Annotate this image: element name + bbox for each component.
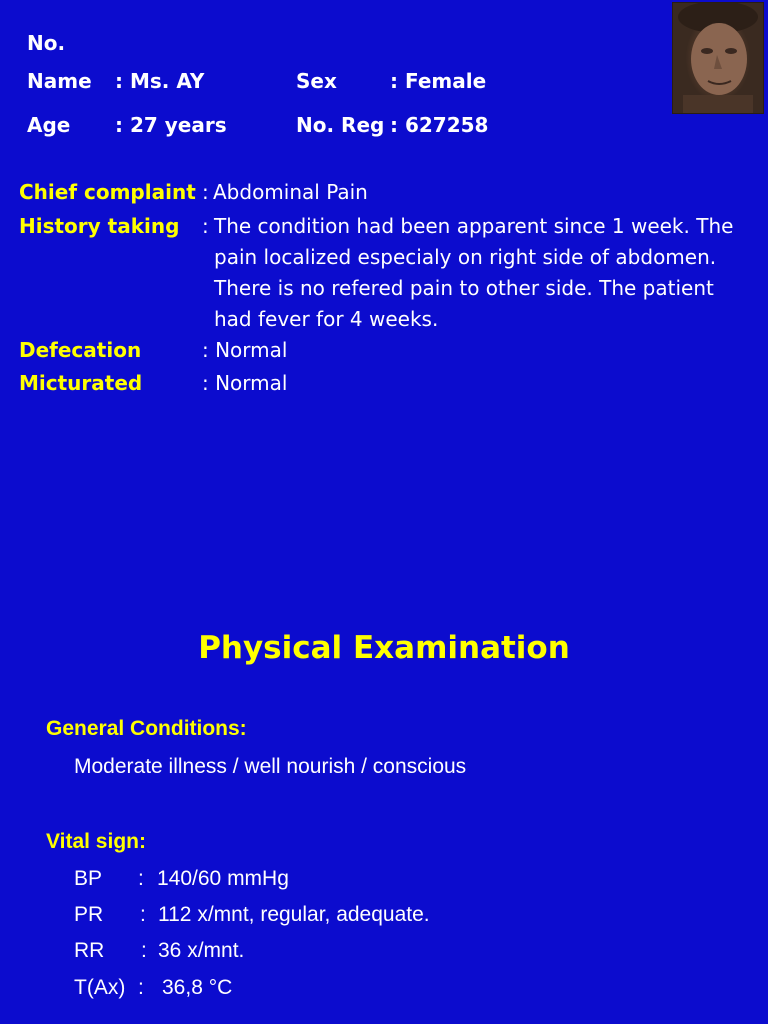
vital-bp-value: 140/60 mmHg: [157, 867, 289, 890]
vital-pr-colon: :: [140, 903, 146, 926]
vital-rr-label: RR: [74, 939, 105, 962]
vital-temp-value: 36,8 °C: [162, 976, 233, 999]
vital-pr-value: 112 x/mnt, regular, adequate.: [158, 903, 430, 926]
history-taking-line: The condition had been apparent since 1 week. The: [214, 214, 734, 238]
history-taking-colon: :: [202, 214, 209, 238]
general-conditions-text: Moderate illness / well nourish / conscious: [74, 755, 467, 778]
patient-no-label: No.: [27, 31, 66, 55]
vital-temp-label: T(Ax): [74, 976, 126, 999]
history-taking-line: pain localized especialy on right side of abdomen.: [214, 245, 717, 269]
history-taking-line: There is no refered pain to other side. The patient: [214, 276, 714, 300]
micturated-label: Micturated: [19, 371, 143, 395]
vital-rr-colon: :: [141, 939, 147, 962]
patient-age-label: Age: [27, 113, 71, 137]
history-taking-line: had fever for 4 weeks.: [214, 307, 439, 331]
patient-name-label: Name: [27, 69, 92, 93]
vital-bp-colon: :: [138, 867, 144, 890]
vital-rr-value: 36 x/mnt.: [158, 939, 245, 962]
chief-complaint-colon: :: [202, 180, 209, 204]
general-conditions-heading: General Conditions:: [46, 717, 247, 740]
vital-pr-label: PR: [74, 903, 104, 926]
patient-sex-value: : Female: [390, 69, 487, 93]
patient-reg-label: No. Reg: [296, 113, 385, 137]
patient-reg-value: : 627258: [390, 113, 489, 137]
patient-name-value: : Ms. AY: [115, 69, 205, 93]
chief-complaint-label: Chief complaint: [19, 180, 196, 204]
defecation-value: : Normal: [202, 338, 288, 362]
vital-sign-heading: Vital sign:: [46, 830, 146, 853]
patient-sex-label: Sex: [296, 69, 337, 93]
patient-photo: [672, 2, 764, 114]
defecation-label: Defecation: [19, 338, 142, 362]
micturated-value: : Normal: [202, 371, 288, 395]
history-taking-label: History taking: [19, 214, 180, 238]
section-title: Physical Examination: [198, 630, 570, 666]
vital-temp-colon: :: [138, 976, 144, 999]
chief-complaint-value: Abdominal Pain: [213, 180, 368, 204]
patient-age-value: : 27 years: [115, 113, 227, 137]
vital-bp-label: BP: [74, 867, 103, 890]
